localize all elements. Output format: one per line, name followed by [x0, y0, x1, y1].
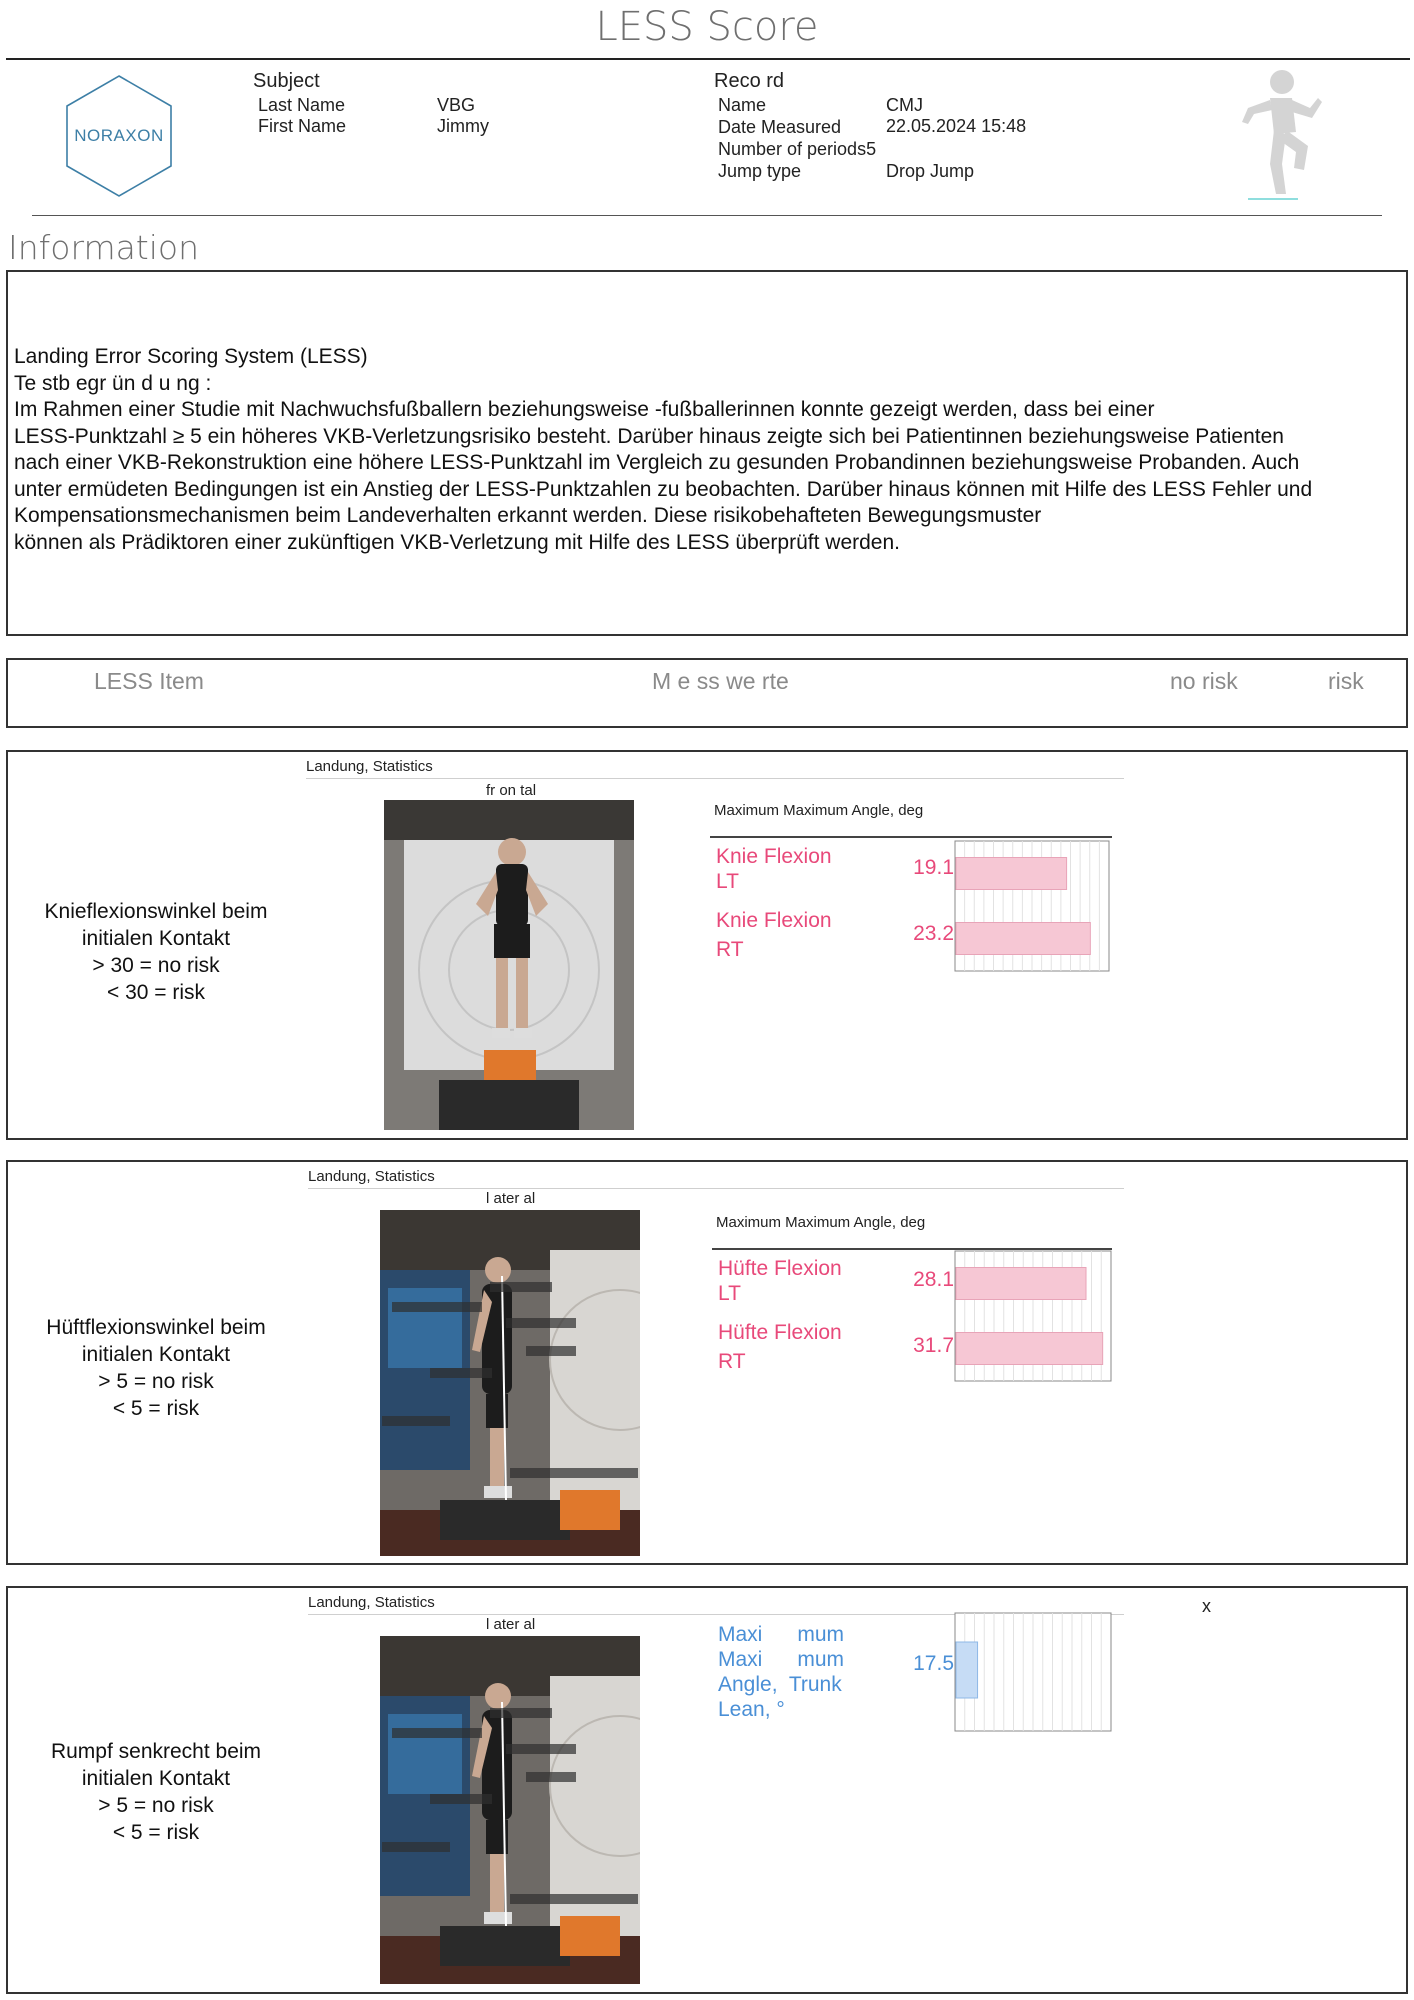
label-line: Angle, Trunk [718, 1673, 842, 1696]
less-item-trunk-lean [6, 1586, 1408, 1994]
trunk-lean-bar-chart [954, 1612, 1112, 1732]
item-description [8, 1738, 304, 1846]
statistics-label: Landung, Statistics [308, 1594, 435, 1611]
chart-row-label [718, 1256, 842, 1306]
chart-bar [956, 1333, 1103, 1365]
information-line: Kompensationsmechanismen beim Landeverhalten erkannt werden. Diese risikobehafteten Bewegungsmuster [14, 504, 1042, 527]
information-line: nach einer VKB-Rekonstruktion eine höhere LESS-Punktzahl im Vergleich zu gesunden Probandinnen beziehungsweise Probanden. Auch [14, 451, 1300, 474]
date-measured-value: 22.05.2024 15:48 [886, 116, 1027, 136]
logo-text: NORAXON [74, 126, 164, 145]
label-line: RT [718, 1350, 746, 1373]
view-label: l ater al [486, 1616, 536, 1633]
label-line: RT [716, 938, 744, 961]
item-desc-line: > 30 = no risk [92, 954, 220, 977]
chart-row-label [716, 844, 832, 894]
item-desc-line: initialen Kontakt [81, 1343, 231, 1366]
information-box [6, 270, 1408, 636]
chart-row-label [716, 908, 832, 962]
information-line: Landing Error Scoring System (LESS) [14, 345, 368, 368]
title-divider [6, 58, 1410, 60]
information-line: Im Rahmen einer Studie mit Nachwuchsfußballern beziehungsweise -fußballerinnen konnte gezeigt werden, dass bei einer [14, 398, 1155, 421]
chart-bar [956, 858, 1067, 890]
risk-mark: x [1202, 1596, 1211, 1616]
statistics-rule [306, 778, 1124, 779]
date-measured-label: Date Measured [718, 117, 842, 137]
column-no-risk: no risk [1170, 668, 1238, 694]
statistics-label: Landung, Statistics [306, 758, 433, 775]
header-divider [32, 215, 1382, 216]
label-line: Hüfte Flexion [718, 1321, 842, 1344]
last-name-value: VBG [437, 95, 476, 115]
chart-row-value: 28.1 [913, 1268, 954, 1291]
chart-caption: Maximum Maximum Angle, deg [714, 802, 924, 819]
jump-type-label: Jump type [718, 161, 802, 181]
record-name-label: Name [718, 95, 767, 115]
record-heading: Reco rd [714, 70, 785, 92]
chart-row-value: 31.7 [913, 1334, 954, 1357]
information-line: LESS-Punktzahl ≥ 5 ein höheres VKB-Verletzungsrisiko besteht. Darüber hinaus zeigte sich bei Patientinnen beziehungsweise Patienten [14, 424, 1284, 448]
label-line: LT [718, 1282, 741, 1305]
less-item-hip-flexion [6, 1160, 1408, 1565]
item-desc-line: > 5 = no risk [98, 1794, 214, 1817]
information-line: unter ermüdeten Bedingungen ist ein Anstieg der LESS-Punktzahlen zu beobachten. Darüber hinaus können mit Hilfe des LESS Fehler und [14, 477, 1313, 501]
periods-label: Number of periods5 [718, 139, 877, 159]
chart-rule [710, 836, 1112, 838]
lateral-video-frame [380, 1210, 640, 1556]
chart-bar [956, 1268, 1086, 1300]
periods-value: 5 [866, 139, 877, 159]
view-label: fr on tal [486, 782, 537, 799]
item-desc-line: < 30 = risk [106, 981, 206, 1004]
chart-row-value: 17.5 [913, 1652, 954, 1675]
information-line: Te stb egr ün d u ng : [14, 371, 212, 395]
jump-type-value: Drop Jump [886, 161, 975, 181]
label-line: Hüfte Flexion [718, 1257, 842, 1280]
chart-caption: Maximum Maximum Angle, deg [716, 1214, 926, 1231]
first-name-label: First Name [258, 116, 347, 136]
jumping-person-icon [1234, 68, 1324, 204]
information-text [14, 344, 1404, 556]
chart-bar [956, 1642, 978, 1698]
item-desc-line: initialen Kontakt [81, 927, 231, 950]
item-desc-line: Hüftflexionswinkel beim [46, 1316, 266, 1339]
frontal-video-frame [384, 800, 634, 1130]
label-line: Lean, ° [718, 1698, 785, 1721]
information-line: können als Prädiktoren einer zukünftigen VKB-Verletzung mit Hilfe des LESS überprüft werden. [14, 530, 900, 554]
chart-row-label [718, 1320, 842, 1374]
column-risk: risk [1328, 668, 1364, 694]
label-line: Knie Flexion [716, 909, 832, 932]
item-desc-line: > 5 = no risk [98, 1370, 214, 1393]
less-item-knee-flexion [6, 750, 1408, 1140]
first-name-value: Jimmy [437, 116, 489, 136]
chart-bar [956, 923, 1090, 955]
subject-heading: Subject [253, 70, 320, 92]
item-desc-line: Rumpf senkrecht beim [50, 1740, 262, 1763]
lateral-video-frame [380, 1636, 640, 1984]
page-title: LESS Score [595, 4, 819, 50]
statistics-label: Landung, Statistics [308, 1168, 435, 1185]
item-desc-line: < 5 = risk [112, 1397, 200, 1420]
statistics-rule [308, 1188, 1124, 1189]
item-desc-line: < 5 = risk [112, 1821, 200, 1844]
label-line: LT [716, 870, 739, 893]
last-name-label: Last Name [258, 95, 346, 115]
label-line: Maxi mum [718, 1648, 845, 1671]
item-description [8, 898, 304, 1006]
label-line: Maxi mum [718, 1623, 845, 1646]
information-heading: Information [8, 228, 200, 267]
item-desc-line: Knieflexionswinkel beim [44, 900, 268, 923]
chart-row-label [718, 1622, 844, 1722]
chart-row-value: 19.1 [913, 856, 954, 879]
view-label: l ater al [486, 1190, 536, 1207]
record-name-value: CMJ [886, 95, 923, 115]
column-less-item: LESS Item [94, 668, 204, 694]
knee-flexion-bar-chart [954, 840, 1110, 972]
noraxon-logo [64, 74, 174, 198]
chart-row-value: 23.2 [913, 922, 954, 945]
item-desc-line: initialen Kontakt [81, 1767, 231, 1790]
column-header-box [6, 658, 1408, 728]
hip-flexion-bar-chart [954, 1250, 1112, 1382]
label-line: Knie Flexion [716, 845, 832, 868]
item-description [8, 1314, 304, 1422]
column-messwerte: M e ss we rte [652, 668, 789, 694]
